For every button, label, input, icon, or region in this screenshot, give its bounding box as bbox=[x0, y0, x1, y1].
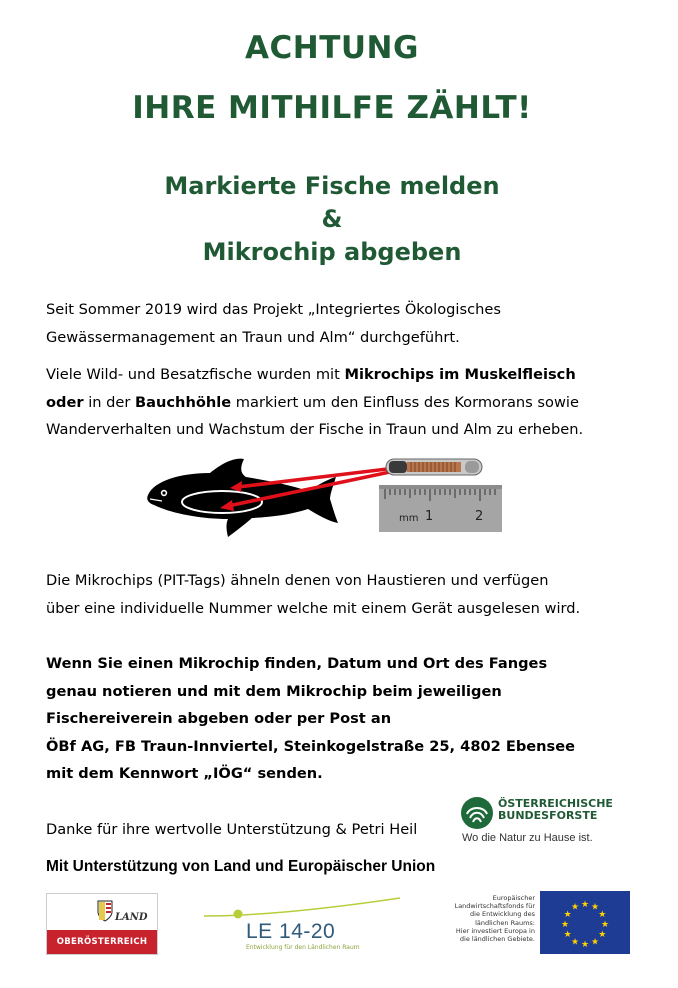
le-logo-subtitle: Entwicklung für den Ländlichen Raum bbox=[246, 944, 360, 951]
instructions-address: ÖBf AG, FB Traun-Innviertel, Steinkogelstraße 25, 4802 Ebensee bbox=[46, 737, 576, 755]
eu-stars-icon bbox=[540, 891, 630, 954]
marking-text: markiert um den Einfluss des Kormorans sowie bbox=[231, 393, 579, 411]
subheadline-line3: Mikrochip abgeben bbox=[202, 238, 462, 266]
eu-fund-text bbox=[440, 894, 535, 943]
eu-text-line: die Entwicklung des bbox=[470, 910, 535, 919]
eu-text-line: Hier investiert Europa in bbox=[455, 926, 535, 935]
svg-text:★: ★ bbox=[590, 937, 600, 948]
headline-mithilfe: IHRE MITHILFE ZÄHLT! bbox=[132, 90, 532, 126]
bundesforste-title bbox=[498, 798, 613, 822]
svg-text:★: ★ bbox=[598, 910, 607, 920]
marking-paragraph bbox=[46, 361, 656, 444]
marking-line2 bbox=[46, 389, 656, 417]
le-logo-text: LE 14-20 bbox=[246, 920, 336, 943]
bundesforste-title-line1: ÖSTERREICHISCHE bbox=[498, 797, 613, 810]
intro-line2: Gewässermanagement an Traun und Alm“ durchgeführt. bbox=[46, 328, 460, 346]
land-ooe-name: OBERÖSTERREICH bbox=[47, 930, 157, 954]
eu-text-line: Europäischer bbox=[492, 894, 535, 902]
thanks-text: Danke für ihre wertvolle Unterstützung & Petri Heil bbox=[46, 821, 418, 838]
pit-paragraph bbox=[46, 567, 656, 622]
svg-text:★: ★ bbox=[563, 930, 572, 940]
ruler-photo bbox=[379, 485, 502, 532]
eu-flag bbox=[540, 891, 630, 954]
svg-text:★: ★ bbox=[563, 910, 572, 920]
instructions-line2: genau notieren und mit dem Mikrochip beim jeweiligen bbox=[46, 682, 502, 700]
subheadline-ampersand: & bbox=[321, 205, 343, 233]
fish-silhouette bbox=[147, 459, 338, 537]
bundesforste-slogan: Wo die Natur zu Hause ist. bbox=[462, 832, 593, 844]
le-swoosh-icon bbox=[202, 896, 402, 920]
instructions-line3: Fischereiverein abgeben oder per Post an bbox=[46, 710, 392, 727]
subheadline-line1: Markierte Fische melden bbox=[164, 172, 500, 200]
marking-bold-oder: oder bbox=[46, 393, 84, 411]
headline-achtung: ACHTUNG bbox=[245, 30, 419, 66]
eu-text-line: ländlichen Raums: bbox=[475, 918, 535, 927]
svg-text:★: ★ bbox=[590, 902, 600, 913]
instructions-line5: mit dem Kennwort „IÖG“ senden. bbox=[46, 765, 323, 782]
svg-text:★: ★ bbox=[600, 920, 610, 930]
marking-bold-muskel: Mikrochips im Muskelfleisch bbox=[344, 366, 576, 383]
svg-text:★: ★ bbox=[570, 902, 580, 913]
ruler-tick-2: 2 bbox=[475, 509, 484, 524]
coat-of-arms-icon bbox=[97, 900, 113, 922]
eu-text-line: Landwirtschaftsfonds für bbox=[454, 902, 535, 911]
intro-line1: Seit Sommer 2019 wird das Projekt „Integriertes Ökologisches bbox=[46, 301, 501, 318]
svg-text:★: ★ bbox=[580, 940, 590, 950]
land-ooe-land: LAND bbox=[115, 912, 148, 923]
support-line: Mit Unterstützung von Land und Europäischer Union bbox=[46, 858, 436, 875]
svg-text:★: ★ bbox=[580, 900, 590, 910]
pit-line1: Die Mikrochips (PIT-Tags) ähneln denen von Haustieren und verfügen bbox=[46, 572, 549, 589]
svg-text:★: ★ bbox=[598, 930, 607, 940]
ruler-tick-1: 1 bbox=[425, 509, 434, 524]
marking-text: Viele Wild- und Besatzfische wurden mit bbox=[46, 366, 345, 383]
svg-text:★: ★ bbox=[560, 920, 570, 930]
bundesforste-title-line2: BUNDESFORSTE bbox=[498, 809, 598, 822]
instructions-line1: Wenn Sie einen Mikrochip finden, Datum und Ort des Fanges bbox=[46, 655, 548, 672]
marking-text: in der bbox=[83, 393, 136, 411]
pit-line2: über eine individuelle Nummer welche mit einem Gerät ausgelesen wird. bbox=[46, 599, 581, 617]
svg-text:★: ★ bbox=[570, 937, 580, 948]
instructions-paragraph bbox=[46, 650, 656, 788]
eu-text-line: die ländlichen Gebiete. bbox=[459, 935, 535, 944]
marking-line3: Wanderverhalten und Wachstum der Fische in Traun und Alm zu erheben. bbox=[46, 421, 584, 438]
marking-bold-bauch: Bauchhöhle bbox=[135, 393, 232, 411]
marking-line1 bbox=[46, 361, 656, 389]
bundesforste-logo-icon bbox=[460, 796, 494, 830]
microchip-photo bbox=[385, 456, 490, 478]
land-ooe-logo bbox=[46, 893, 158, 955]
intro-paragraph bbox=[46, 296, 646, 351]
fish-illustration bbox=[140, 455, 400, 540]
ruler-unit-label: mm bbox=[399, 513, 419, 524]
